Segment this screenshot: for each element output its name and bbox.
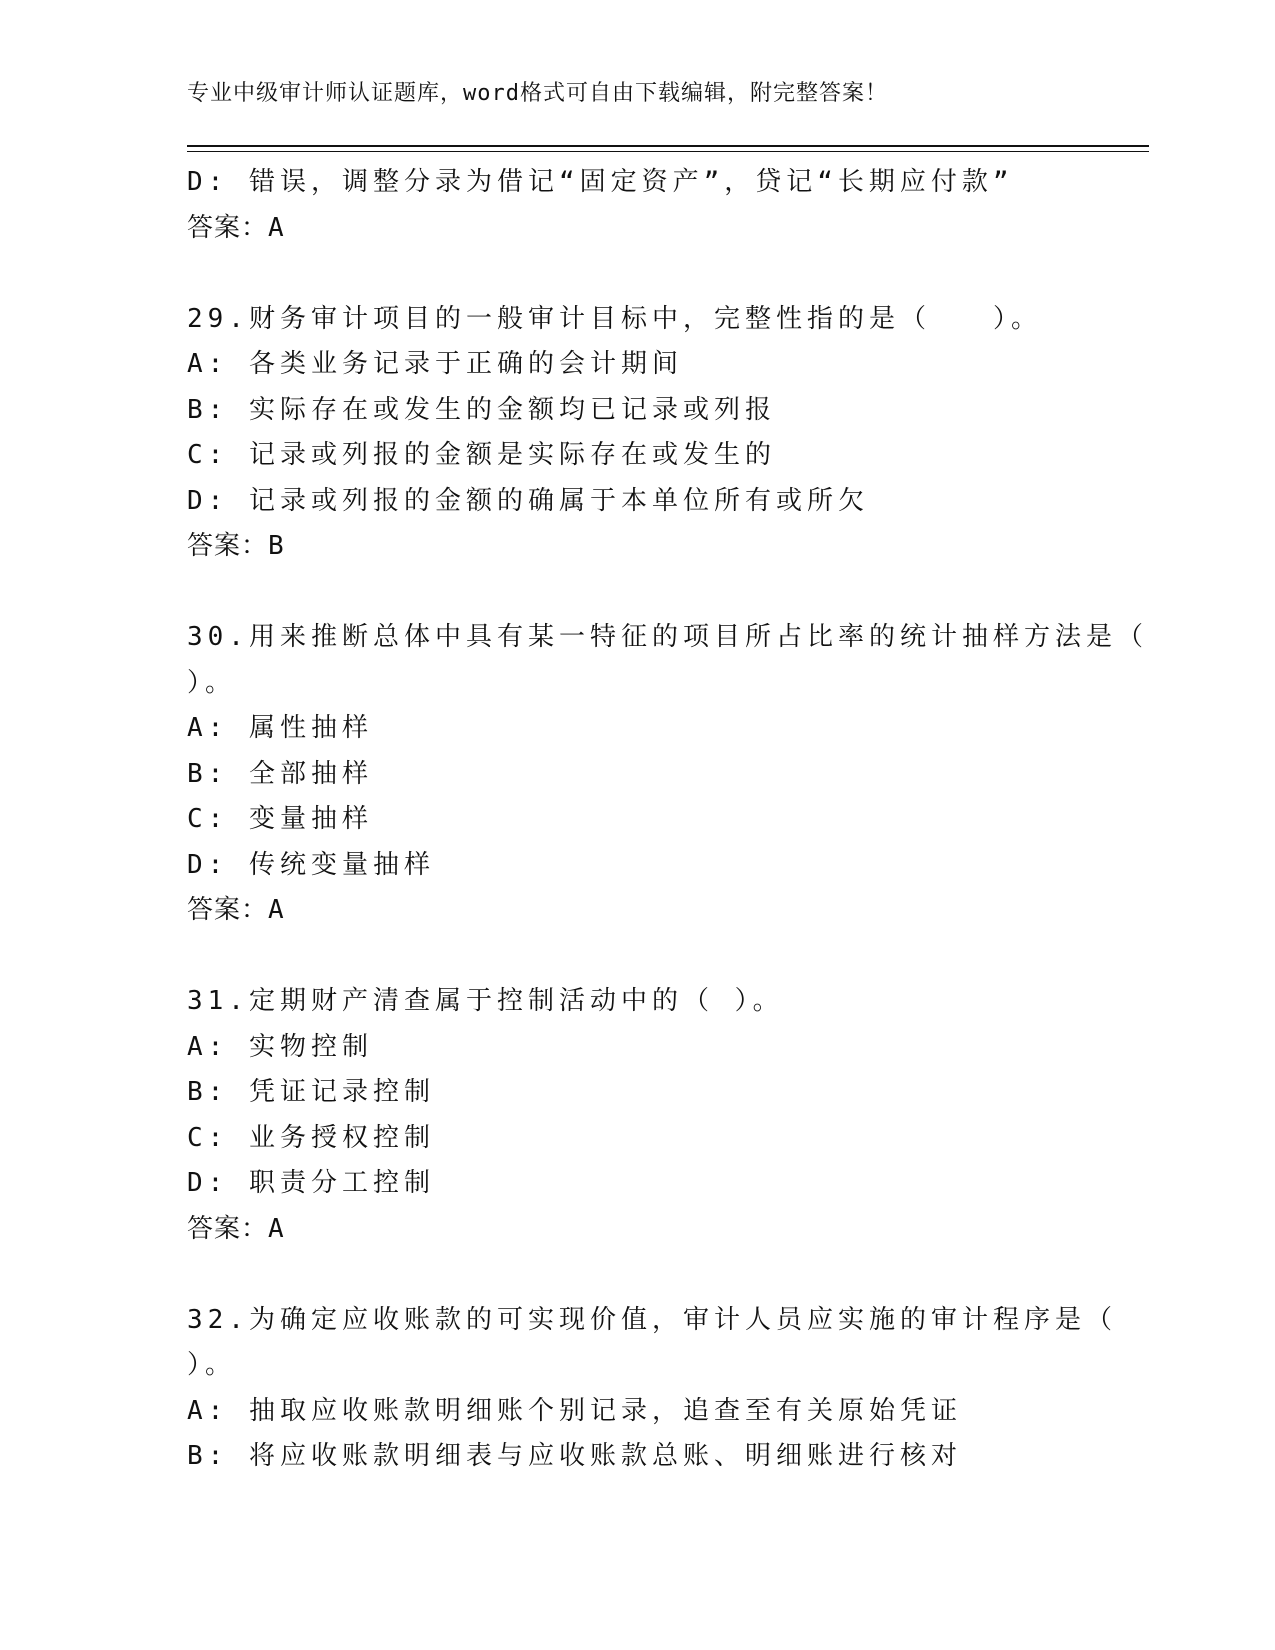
page-header: 专业中级审计师认证题库，word格式可自由下载编辑，附完整答案！ <box>187 81 888 106</box>
spacer <box>187 570 1087 616</box>
spacer <box>187 251 1087 297</box>
option-a: A: 属性抽样 <box>187 713 373 743</box>
option-c: C: 记录或列报的金额是实际存在或发生的 <box>187 440 776 470</box>
option-a: A: 抽取应收账款明细账个别记录，追查至有关原始凭证 <box>187 1395 962 1426</box>
option-b: B: 全部抽样 <box>187 758 373 789</box>
spacer <box>187 1252 1087 1298</box>
question-stem-30: 30.用来推断总体中具有某一特征的项目所占比率的统计抽样方法是（ <box>187 622 1148 652</box>
question-content <box>187 160 1148 1480</box>
answer-line: 答案：B <box>187 531 285 561</box>
question-stem-30-cont: ）。 <box>187 667 237 698</box>
option-d: D: 职责分工控制 <box>187 1168 435 1198</box>
option-d: D: 错误，调整分录为借记“固定资产”，贷记“长期应付款” <box>187 167 1014 197</box>
spacer <box>187 934 1087 980</box>
question-stem-32-cont: ）。 <box>187 1350 237 1380</box>
answer-line: 答案：A <box>187 895 285 925</box>
answer-line: 答案：A <box>187 1213 285 1244</box>
option-a: A: 各类业务记录于正确的会计期间 <box>187 349 683 379</box>
question-stem-32: 32.为确定应收账款的可实现价值，审计人员应实施的审计程序是（ <box>187 1304 1117 1335</box>
header-rule-thick <box>187 145 1149 147</box>
option-d: D: 传统变量抽样 <box>187 849 435 880</box>
answer-line: 答案：A <box>187 212 285 243</box>
option-d: D: 记录或列报的金额的确属于本单位所有或所欠 <box>187 485 869 516</box>
option-b: B: 凭证记录控制 <box>187 1077 435 1107</box>
option-b: B: 将应收账款明细表与应收账款总账、明细账进行核对 <box>187 1441 962 1471</box>
question-stem-29: 29.财务审计项目的一般审计目标中，完整性指的是（ ）。 <box>187 303 1042 334</box>
header-rule-thin <box>187 151 1149 152</box>
option-a: A: 实物控制 <box>187 1031 373 1062</box>
question-stem-31: 31.定期财产清查属于控制活动中的（ ）。 <box>187 986 784 1016</box>
option-b: B: 实际存在或发生的金额均已记录或列报 <box>187 394 776 425</box>
option-c: C: 变量抽样 <box>187 804 373 834</box>
option-c: C: 业务授权控制 <box>187 1122 435 1153</box>
